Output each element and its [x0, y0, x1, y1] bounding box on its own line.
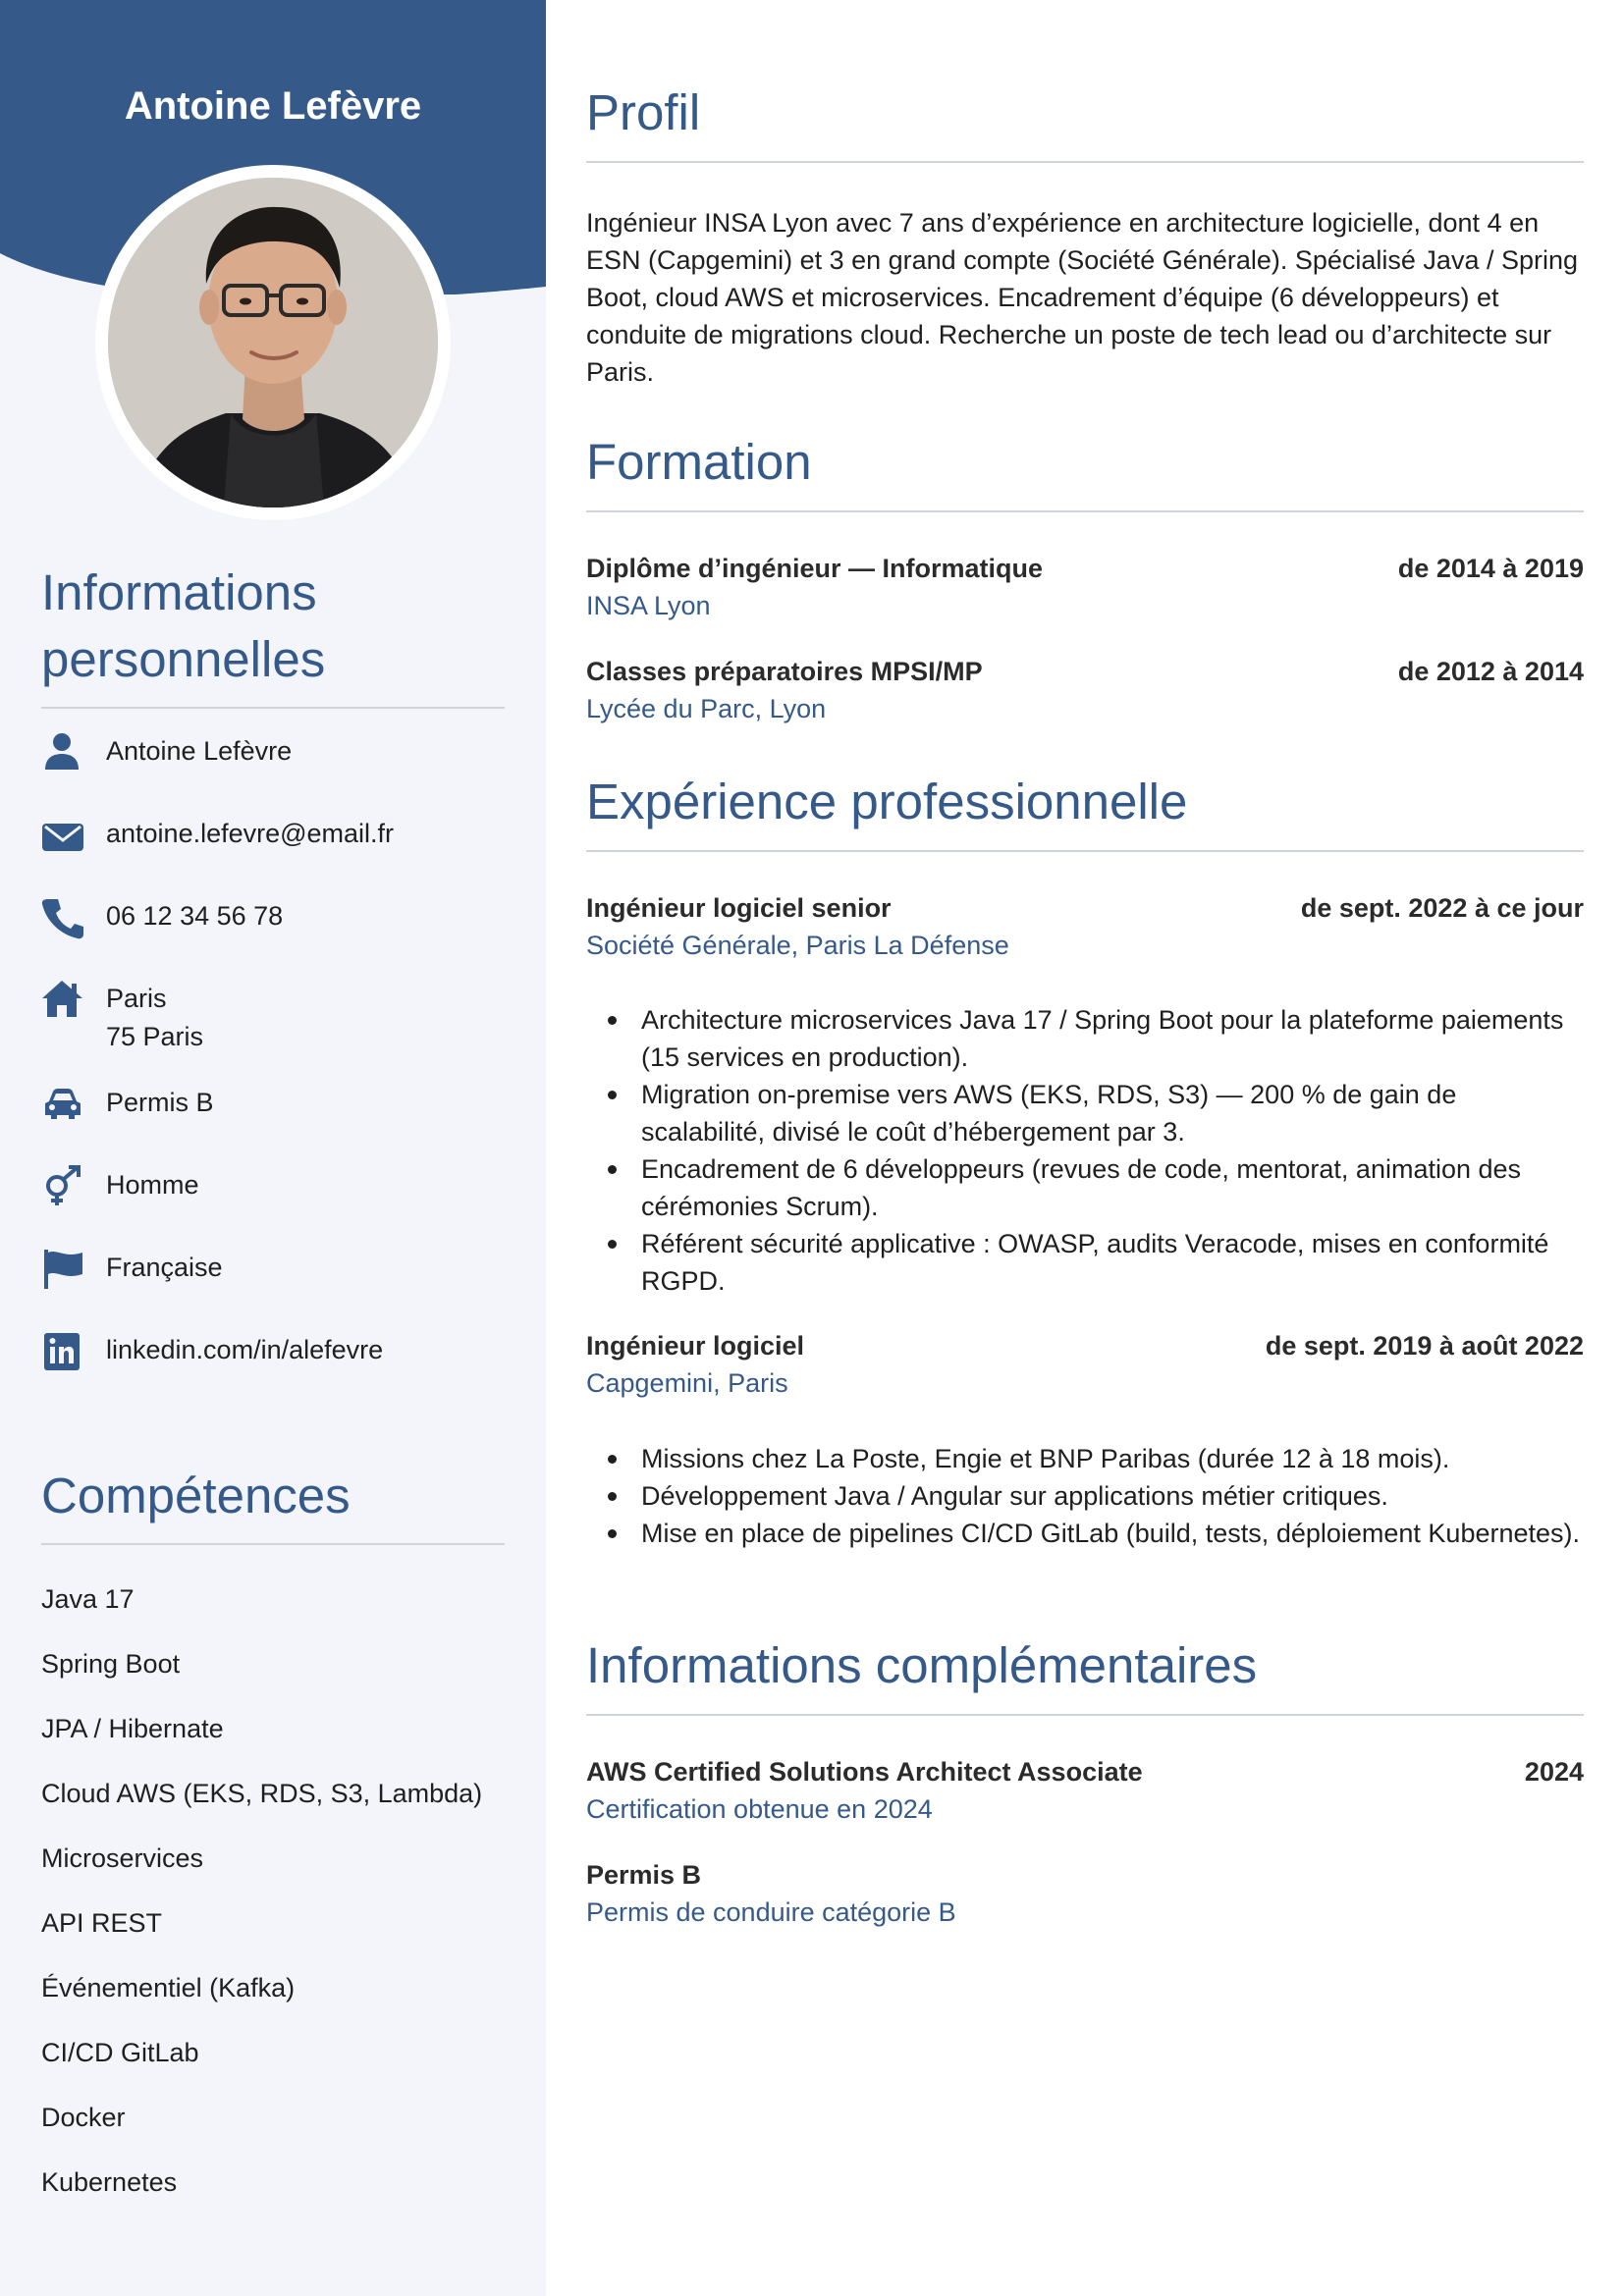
- info-item-phone: [41, 895, 505, 978]
- info-text-license: Permis B: [106, 1088, 214, 1117]
- profile-section: [586, 82, 1584, 391]
- additional-entry: [586, 1753, 1584, 1828]
- experience-bullets: [586, 1001, 1584, 1300]
- additional-title: Informations complémentaires: [586, 1635, 1584, 1716]
- bullet-item: Missions chez La Poste, Engie et BNP Paribas (durée 12 à 18 mois).: [586, 1440, 1584, 1477]
- experience-section: [586, 772, 1584, 1606]
- entry-place: Lycée du Parc, Lyon: [586, 694, 827, 723]
- experience-entry: [586, 1327, 1584, 1402]
- skills-title: Compétences: [41, 1463, 505, 1545]
- personal-info-list: [41, 730, 505, 1412]
- profile-photo: [108, 178, 438, 507]
- info-text-email[interactable]: antoine.lefevre@email.fr: [106, 819, 395, 848]
- skills-section: [41, 1463, 505, 2228]
- additional-section: [586, 1635, 1584, 1949]
- envelope-icon: [41, 813, 86, 858]
- info-text-gender: Homme: [106, 1170, 199, 1200]
- user-icon: [41, 730, 86, 775]
- info-item-address: [41, 978, 505, 1082]
- info-item-license: [41, 1082, 505, 1164]
- skill-item: JPA / Hibernate: [41, 1714, 224, 1743]
- bullet-item: Architecture microservices Java 17 / Spring Boot pour la plateforme paiements (15 services en production).: [586, 1001, 1584, 1076]
- personal-info-section: [41, 560, 505, 1412]
- experience-title: Expérience professionnelle: [586, 772, 1584, 852]
- entry-title: Permis B: [586, 1860, 702, 1890]
- entry-date: de 2012 à 2014: [1397, 657, 1584, 686]
- entry-place: Société Générale, Paris La Défense: [586, 931, 1009, 960]
- skill-item: Événementiel (Kafka): [41, 1973, 296, 2002]
- entry-title: Classes préparatoires MPSI/MP: [586, 657, 983, 686]
- skill-item: Cloud AWS (EKS, RDS, S3, Lambda): [41, 1779, 483, 1808]
- entry-place: Capgemini, Paris: [586, 1368, 788, 1398]
- info-text-linkedin[interactable]: linkedin.com/in/alefevre: [106, 1335, 384, 1364]
- info-item-gender: [41, 1164, 505, 1247]
- skills-list: [41, 1580, 505, 2228]
- skill-item: Spring Boot: [41, 1649, 181, 1679]
- address-postal: 75 Paris: [106, 1022, 204, 1051]
- address-city: Paris: [106, 984, 167, 1013]
- info-item-email: [41, 813, 505, 895]
- info-text-address: [106, 978, 203, 1056]
- bullet-item: Mise en place de pipelines CI/CD GitLab (build, tests, déploiement Kubernetes).: [586, 1515, 1584, 1552]
- profile-text: Ingénieur INSA Lyon avec 7 ans d’expérience en architecture logicielle, dont 4 en ESN (Capgemini) et 3 en grand compte (Société Générale). Spécialisé Java / Spring Boot, cloud AWS et microservices. Encadrement d’équipe (6 développeurs) et conduite de migrations cloud. Recherche un poste de tech lead ou d’architecte sur Paris.: [586, 208, 1579, 387]
- info-text-name: Antoine Lefèvre: [106, 736, 293, 766]
- additional-entry: [586, 1856, 1584, 1931]
- entry-place: Certification obtenue en 2024: [586, 1794, 933, 1824]
- entry-title: Diplôme d’ingénieur — Informatique: [586, 554, 1044, 583]
- info-text-phone[interactable]: 06 12 34 56 78: [106, 901, 284, 931]
- entry-place: Permis de conduire catégorie B: [586, 1897, 956, 1927]
- personal-info-title: Informations personnelles: [41, 560, 505, 709]
- entry-date: de 2014 à 2019: [1397, 554, 1584, 583]
- car-icon: [41, 1082, 86, 1127]
- info-item-nationality: [41, 1247, 505, 1329]
- bullet-item: Référent sécurité applicative : OWASP, audits Veracode, mises en conformité RGPD.: [586, 1225, 1584, 1300]
- education-title: Formation: [586, 432, 1584, 512]
- bullet-item: Développement Java / Angular sur applications métier critiques.: [586, 1477, 1584, 1515]
- entry-date: de sept. 2019 à août 2022: [1265, 1331, 1584, 1361]
- entry-date: de sept. 2022 à ce jour: [1300, 893, 1584, 923]
- phone-icon: [41, 895, 86, 940]
- info-item-name: [41, 730, 505, 813]
- experience-entry: [586, 889, 1584, 964]
- skill-item: CI/CD GitLab: [41, 2038, 199, 2067]
- education-entry: [586, 550, 1584, 624]
- entry-title: Ingénieur logiciel senior: [586, 893, 892, 923]
- experience-bullets: [586, 1440, 1584, 1552]
- gender-icon: [41, 1164, 86, 1209]
- profile-title: Profil: [586, 82, 1584, 163]
- info-text-nationality: Française: [106, 1253, 223, 1282]
- skill-item: API REST: [41, 1908, 163, 1938]
- education-section: [586, 432, 1584, 736]
- bullet-item: Migration on-premise vers AWS (EKS, RDS, S3) — 200 % de gain de scalabilité, divisé le coût d’hébergement par 3.: [586, 1076, 1584, 1150]
- candidate-name: Antoine Lefèvre: [124, 84, 422, 128]
- info-item-linkedin: [41, 1329, 505, 1412]
- sidebar: [0, 0, 546, 2296]
- profile-photo-frame: [95, 165, 451, 520]
- skill-item: Microservices: [41, 1843, 204, 1873]
- skill-item: Kubernetes: [41, 2167, 178, 2197]
- flag-icon: [41, 1247, 86, 1292]
- bullet-item: Encadrement de 6 développeurs (revues de code, mentorat, animation des cérémonies Scrum).: [586, 1150, 1584, 1225]
- entry-title: Ingénieur logiciel: [586, 1331, 805, 1361]
- skill-item: Java 17: [41, 1584, 135, 1614]
- education-entry: [586, 653, 1584, 727]
- home-icon: [41, 978, 86, 1023]
- entry-title: AWS Certified Solutions Architect Associate: [586, 1757, 1143, 1787]
- entry-place: INSA Lyon: [586, 591, 711, 620]
- entry-date: 2024: [1524, 1757, 1584, 1787]
- skill-item: Docker: [41, 2103, 126, 2132]
- linkedin-icon: [41, 1329, 86, 1374]
